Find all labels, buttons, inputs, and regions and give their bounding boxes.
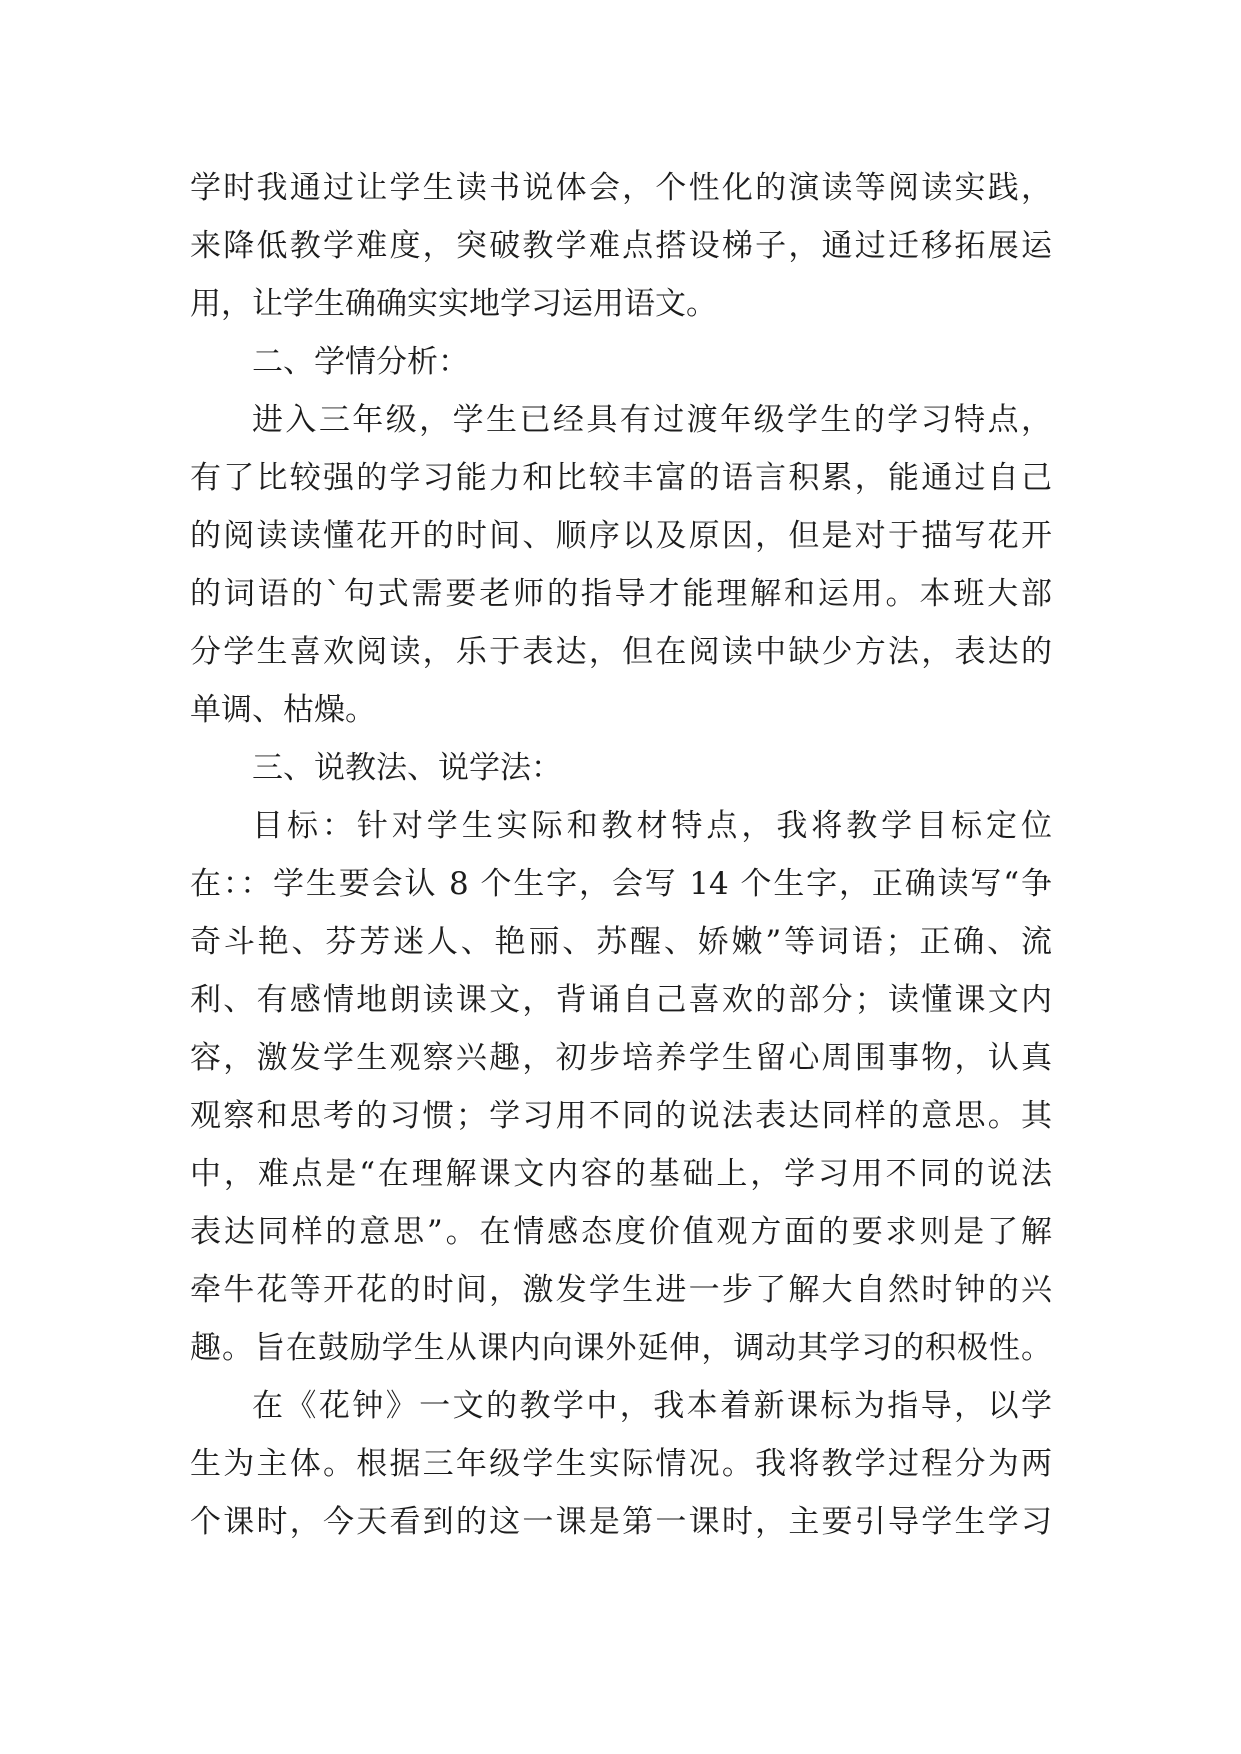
text-line: 有了比较强的学习能力和比较丰富的语言积累，能通过自己 <box>190 460 1052 496</box>
text-line: 进入三年级，学生已经具有过渡年级学生的学习特点， <box>252 402 1052 438</box>
text-line: 观察和思考的习惯；学习用不同的说法表达同样的意思。其 <box>190 1098 1052 1134</box>
text-line: 利、有感情地朗读课文，背诵自己喜欢的部分；读懂课文内 <box>190 982 1052 1018</box>
paragraph-goals <box>190 797 1052 1377</box>
text-line: 的词语的`句式需要老师的指导才能理解和运用。本班大部 <box>190 576 1052 612</box>
text-line: 用，让学生确确实实地学习运用语文。 <box>190 286 717 322</box>
text-line: 在：：学生要会认 8 个生字，会写 14 个生字，正确读写“争 <box>190 866 1052 902</box>
text-line: 单调、枯燥。 <box>190 692 376 728</box>
text-line: 表达同样的意思”。在情感态度价值观方面的要求则是了解 <box>190 1214 1052 1250</box>
text-line: 分学生喜欢阅读，乐于表达，但在阅读中缺少方法，表达的 <box>190 634 1052 670</box>
text-line: 个课时，今天看到的这一课是第一课时，主要引导学生学习 <box>190 1504 1052 1540</box>
text-line: 在《花钟》一文的教学中，我本着新课标为指导，以学 <box>252 1388 1052 1424</box>
section-heading-teaching-methods <box>190 739 1052 797</box>
text-line: 学时我通过让学生读书说体会，个性化的演读等阅读实践， <box>190 170 1052 206</box>
heading-line: 二、学情分析： <box>252 344 469 380</box>
paragraph-teaching-process <box>190 1377 1052 1551</box>
section-heading-learning-analysis <box>190 333 1052 391</box>
paragraph-learning-analysis <box>190 391 1052 739</box>
text-line: 目标：针对学生实际和教材特点，我将教学目标定位 <box>252 808 1052 844</box>
paragraph-continuation <box>190 159 1052 333</box>
text-line: 的阅读读懂花开的时间、顺序以及原因，但是对于描写花开 <box>190 518 1052 554</box>
text-line: 中，难点是“在理解课文内容的基础上，学习用不同的说法 <box>190 1156 1052 1192</box>
text-line: 奇斗艳、芬芳迷人、艳丽、苏醒、娇嫩”等词语；正确、流 <box>190 924 1052 960</box>
heading-line: 三、说教法、说学法： <box>252 750 562 786</box>
text-line: 趣。旨在鼓励学生从课内向课外延伸，调动其学习的积极性。 <box>190 1330 1052 1366</box>
text-line: 牵牛花等开花的时间，激发学生进一步了解大自然时钟的兴 <box>190 1272 1052 1308</box>
document-body <box>190 159 1052 1551</box>
text-line: 来降低教学难度，突破教学难点搭设梯子，通过迁移拓展运 <box>190 228 1052 264</box>
text-line: 容，激发学生观察兴趣，初步培养学生留心周围事物，认真 <box>190 1040 1052 1076</box>
text-line: 生为主体。根据三年级学生实际情况。我将教学过程分为两 <box>190 1446 1052 1482</box>
